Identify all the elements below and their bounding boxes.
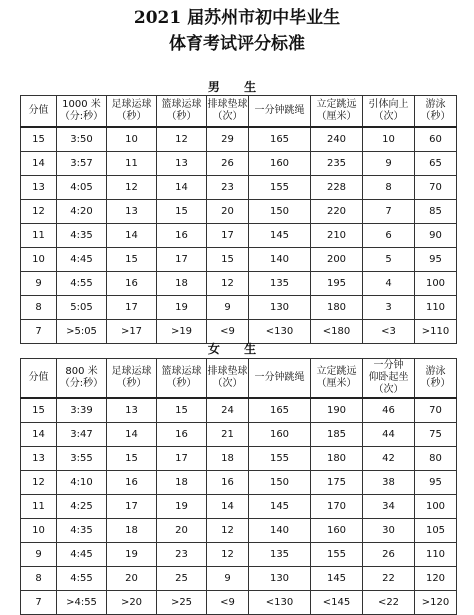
table-cell: 22 bbox=[363, 567, 415, 591]
table-cell: 4:55 bbox=[57, 272, 107, 296]
table-cell: 145 bbox=[311, 567, 363, 591]
table-cell: 5 bbox=[363, 248, 415, 272]
score-cell: 11 bbox=[21, 495, 57, 519]
table-cell: 12 bbox=[107, 176, 157, 200]
table-cell: 7 bbox=[363, 200, 415, 224]
column-header-line: （厘米） bbox=[316, 378, 357, 389]
column-header-line: 游泳 bbox=[425, 366, 446, 377]
table-cell: 19 bbox=[157, 495, 207, 519]
score-cell: 10 bbox=[21, 519, 57, 543]
column-header-line: （分:秒） bbox=[59, 111, 104, 122]
table-cell: 4 bbox=[363, 272, 415, 296]
column-header-line: （秒） bbox=[420, 111, 451, 122]
score-cell: 8 bbox=[21, 567, 57, 591]
table-row bbox=[21, 423, 457, 447]
table-cell: 3:57 bbox=[57, 152, 107, 176]
score-cell: 9 bbox=[21, 543, 57, 567]
table-row bbox=[21, 272, 457, 296]
table-row bbox=[21, 127, 457, 152]
table-cell: 155 bbox=[311, 543, 363, 567]
table-cell: 4:45 bbox=[57, 543, 107, 567]
table-cell: 4:25 bbox=[57, 495, 107, 519]
column-header-line: 一分钟 bbox=[373, 360, 404, 371]
table-cell: 180 bbox=[311, 296, 363, 320]
table-cell: <9 bbox=[207, 320, 249, 344]
table-cell: 29 bbox=[207, 127, 249, 152]
table-cell: 150 bbox=[249, 200, 311, 224]
boys-section-label: 男 生 bbox=[207, 80, 267, 94]
table-cell: 130 bbox=[249, 296, 311, 320]
column-header bbox=[57, 359, 107, 399]
table-cell: 228 bbox=[311, 176, 363, 200]
column-header-line: 1000 米 bbox=[62, 99, 101, 110]
column-header-line: 分值 bbox=[28, 105, 49, 116]
column-header-line: 立定跳远 bbox=[316, 366, 357, 377]
table-cell: 18 bbox=[207, 447, 249, 471]
table-row bbox=[21, 176, 457, 200]
table-cell: 3:55 bbox=[57, 447, 107, 471]
table-row bbox=[21, 248, 457, 272]
column-header bbox=[107, 96, 157, 128]
column-header bbox=[311, 96, 363, 128]
table-cell: 16 bbox=[157, 423, 207, 447]
table-cell: 18 bbox=[157, 471, 207, 495]
table-cell: 185 bbox=[311, 423, 363, 447]
table-cell: 19 bbox=[157, 296, 207, 320]
column-header bbox=[249, 359, 311, 399]
table-cell: 14 bbox=[107, 224, 157, 248]
column-header-line: 立定跳远 bbox=[316, 99, 357, 110]
column-header-line: （次） bbox=[212, 378, 243, 389]
table-cell: 15 bbox=[107, 248, 157, 272]
table-cell: 145 bbox=[249, 224, 311, 248]
table-cell: >20 bbox=[107, 591, 157, 615]
table-row bbox=[21, 519, 457, 543]
column-header-line: 引体向上 bbox=[368, 99, 409, 110]
table-cell: 12 bbox=[207, 272, 249, 296]
table-row bbox=[21, 224, 457, 248]
table-cell: <180 bbox=[311, 320, 363, 344]
column-header bbox=[21, 96, 57, 128]
table-cell: 95 bbox=[415, 248, 457, 272]
table-cell: 20 bbox=[157, 519, 207, 543]
table-cell: 13 bbox=[107, 200, 157, 224]
column-header-line: （秒） bbox=[166, 378, 197, 389]
table-cell: 240 bbox=[311, 127, 363, 152]
table-cell: 70 bbox=[415, 398, 457, 423]
table-cell: 4:45 bbox=[57, 248, 107, 272]
table-cell: 15 bbox=[157, 200, 207, 224]
table-cell: <130 bbox=[249, 591, 311, 615]
table-row bbox=[21, 447, 457, 471]
table-row bbox=[21, 591, 457, 615]
table-cell: 4:20 bbox=[57, 200, 107, 224]
table-cell: 20 bbox=[107, 567, 157, 591]
column-header bbox=[57, 96, 107, 128]
column-header-line: 800 米 bbox=[65, 366, 98, 377]
table-cell: 38 bbox=[363, 471, 415, 495]
table-cell: 3:47 bbox=[57, 423, 107, 447]
column-header-line: 足球运球 bbox=[111, 366, 152, 377]
column-header bbox=[249, 96, 311, 128]
column-header-line: （次） bbox=[212, 111, 243, 122]
table-cell: 6 bbox=[363, 224, 415, 248]
table-cell: 5:05 bbox=[57, 296, 107, 320]
column-header-line: 篮球运球 bbox=[161, 99, 202, 110]
table-cell: 10 bbox=[363, 127, 415, 152]
table-cell: 15 bbox=[207, 248, 249, 272]
table-cell: <130 bbox=[249, 320, 311, 344]
table-row bbox=[21, 398, 457, 423]
score-cell: 12 bbox=[21, 200, 57, 224]
table-cell: 15 bbox=[157, 398, 207, 423]
table-row bbox=[21, 543, 457, 567]
table-cell: 19 bbox=[107, 543, 157, 567]
table-cell: 155 bbox=[249, 447, 311, 471]
column-header-line: 仰卧起坐 bbox=[368, 372, 409, 383]
column-header-line: 足球运球 bbox=[111, 99, 152, 110]
table-cell: 65 bbox=[415, 152, 457, 176]
table-cell: 155 bbox=[249, 176, 311, 200]
column-header bbox=[363, 96, 415, 128]
table-cell: 14 bbox=[107, 423, 157, 447]
score-cell: 12 bbox=[21, 471, 57, 495]
table-cell: 175 bbox=[311, 471, 363, 495]
table-cell: 60 bbox=[415, 127, 457, 152]
table-cell: 13 bbox=[157, 152, 207, 176]
boys-header-row bbox=[21, 96, 457, 128]
column-header-line: （次） bbox=[373, 111, 404, 122]
column-header bbox=[21, 359, 57, 399]
table-cell: 120 bbox=[415, 567, 457, 591]
table-cell: 16 bbox=[107, 471, 157, 495]
table-cell: >19 bbox=[157, 320, 207, 344]
table-cell: 135 bbox=[249, 543, 311, 567]
table-cell: 13 bbox=[107, 398, 157, 423]
table-cell: 9 bbox=[207, 567, 249, 591]
table-cell: 4:10 bbox=[57, 471, 107, 495]
table-cell: 46 bbox=[363, 398, 415, 423]
girls-table-header bbox=[21, 359, 457, 399]
table-cell: 44 bbox=[363, 423, 415, 447]
table-cell: 160 bbox=[249, 152, 311, 176]
table-cell: 16 bbox=[107, 272, 157, 296]
table-cell: 18 bbox=[157, 272, 207, 296]
table-cell: 95 bbox=[415, 471, 457, 495]
girls-header-row bbox=[21, 359, 457, 399]
table-cell: 24 bbox=[207, 398, 249, 423]
table-cell: 195 bbox=[311, 272, 363, 296]
column-header bbox=[363, 359, 415, 399]
table-row bbox=[21, 495, 457, 519]
table-cell: 17 bbox=[107, 296, 157, 320]
score-cell: 10 bbox=[21, 248, 57, 272]
column-header bbox=[311, 359, 363, 399]
table-cell: 17 bbox=[107, 495, 157, 519]
score-cell: 7 bbox=[21, 591, 57, 615]
table-cell: >25 bbox=[157, 591, 207, 615]
table-row bbox=[21, 200, 457, 224]
column-header-line: 一分钟跳绳 bbox=[254, 105, 305, 116]
girls-score-table bbox=[20, 358, 457, 615]
table-cell: 3 bbox=[363, 296, 415, 320]
score-cell: 15 bbox=[21, 398, 57, 423]
table-cell: 25 bbox=[157, 567, 207, 591]
score-cell: 11 bbox=[21, 224, 57, 248]
column-header-line: 排球垫球 bbox=[207, 99, 248, 110]
table-cell: 9 bbox=[363, 152, 415, 176]
table-cell: 23 bbox=[207, 176, 249, 200]
table-cell: 3:39 bbox=[57, 398, 107, 423]
column-header-line: 排球垫球 bbox=[207, 366, 248, 377]
table-cell: 180 bbox=[311, 447, 363, 471]
column-header-line: （秒） bbox=[166, 111, 197, 122]
table-cell: 20 bbox=[207, 200, 249, 224]
table-cell: 90 bbox=[415, 224, 457, 248]
page-subtitle: 体育考试评分标准 bbox=[169, 34, 305, 54]
table-cell: >120 bbox=[415, 591, 457, 615]
table-cell: 140 bbox=[249, 519, 311, 543]
table-cell: 34 bbox=[363, 495, 415, 519]
column-header bbox=[207, 96, 249, 128]
table-cell: 80 bbox=[415, 447, 457, 471]
table-cell: 8 bbox=[363, 176, 415, 200]
column-header-line: （分:秒） bbox=[59, 378, 104, 389]
table-cell: 75 bbox=[415, 423, 457, 447]
column-header bbox=[207, 359, 249, 399]
table-cell: >5:05 bbox=[57, 320, 107, 344]
column-header-line: （厘米） bbox=[316, 111, 357, 122]
table-cell: 3:50 bbox=[57, 127, 107, 152]
table-cell: 140 bbox=[249, 248, 311, 272]
page-title: 2021 届苏州市初中毕业生 bbox=[133, 8, 341, 28]
table-cell: 160 bbox=[311, 519, 363, 543]
girls-table-body bbox=[21, 398, 457, 615]
table-cell: 12 bbox=[207, 543, 249, 567]
score-cell: 8 bbox=[21, 296, 57, 320]
table-cell: 10 bbox=[107, 127, 157, 152]
boys-table-header bbox=[21, 96, 457, 128]
table-cell: 17 bbox=[157, 248, 207, 272]
table-cell: 190 bbox=[311, 398, 363, 423]
table-cell: <9 bbox=[207, 591, 249, 615]
table-cell: 17 bbox=[157, 447, 207, 471]
table-cell: <3 bbox=[363, 320, 415, 344]
table-row bbox=[21, 471, 457, 495]
score-cell: 13 bbox=[21, 176, 57, 200]
column-header bbox=[415, 96, 457, 128]
table-cell: 85 bbox=[415, 200, 457, 224]
score-cell: 14 bbox=[21, 423, 57, 447]
column-header-line: （次） bbox=[373, 384, 404, 395]
table-cell: 150 bbox=[249, 471, 311, 495]
table-cell: 135 bbox=[249, 272, 311, 296]
table-cell: 165 bbox=[249, 398, 311, 423]
table-cell: 145 bbox=[249, 495, 311, 519]
score-cell: 7 bbox=[21, 320, 57, 344]
column-header-line: 游泳 bbox=[425, 99, 446, 110]
table-cell: 210 bbox=[311, 224, 363, 248]
table-cell: 12 bbox=[207, 519, 249, 543]
table-cell: 130 bbox=[249, 567, 311, 591]
score-cell: 9 bbox=[21, 272, 57, 296]
column-header-line: 分值 bbox=[28, 372, 49, 383]
table-cell: >4:55 bbox=[57, 591, 107, 615]
score-cell: 15 bbox=[21, 127, 57, 152]
table-cell: 16 bbox=[157, 224, 207, 248]
table-cell: 12 bbox=[157, 127, 207, 152]
boys-table-body bbox=[21, 127, 457, 344]
table-cell: 100 bbox=[415, 272, 457, 296]
table-cell: 15 bbox=[107, 447, 157, 471]
table-cell: 4:35 bbox=[57, 519, 107, 543]
table-cell: 4:05 bbox=[57, 176, 107, 200]
table-cell: 4:55 bbox=[57, 567, 107, 591]
table-cell: 70 bbox=[415, 176, 457, 200]
table-cell: 160 bbox=[249, 423, 311, 447]
column-header bbox=[157, 96, 207, 128]
table-cell: <145 bbox=[311, 591, 363, 615]
column-header-line: 一分钟跳绳 bbox=[254, 372, 305, 383]
table-cell: 110 bbox=[415, 296, 457, 320]
column-header bbox=[107, 359, 157, 399]
column-header-line: （秒） bbox=[420, 378, 451, 389]
table-cell: >110 bbox=[415, 320, 457, 344]
table-cell: 42 bbox=[363, 447, 415, 471]
table-cell: 170 bbox=[311, 495, 363, 519]
table-cell: 4:35 bbox=[57, 224, 107, 248]
table-cell: 18 bbox=[107, 519, 157, 543]
column-header bbox=[415, 359, 457, 399]
boys-score-table bbox=[20, 95, 457, 344]
table-cell: 16 bbox=[207, 471, 249, 495]
table-cell: <22 bbox=[363, 591, 415, 615]
table-cell: 30 bbox=[363, 519, 415, 543]
table-cell: 26 bbox=[207, 152, 249, 176]
column-header-line: （秒） bbox=[116, 111, 147, 122]
table-cell: 11 bbox=[107, 152, 157, 176]
table-cell: >17 bbox=[107, 320, 157, 344]
table-cell: 100 bbox=[415, 495, 457, 519]
table-cell: 220 bbox=[311, 200, 363, 224]
column-header-line: （秒） bbox=[116, 378, 147, 389]
table-row bbox=[21, 567, 457, 591]
table-cell: 9 bbox=[207, 296, 249, 320]
score-cell: 14 bbox=[21, 152, 57, 176]
table-row bbox=[21, 296, 457, 320]
table-cell: 23 bbox=[157, 543, 207, 567]
table-cell: 200 bbox=[311, 248, 363, 272]
table-cell: 165 bbox=[249, 127, 311, 152]
score-cell: 13 bbox=[21, 447, 57, 471]
table-cell: 26 bbox=[363, 543, 415, 567]
column-header bbox=[157, 359, 207, 399]
table-row bbox=[21, 152, 457, 176]
table-cell: 14 bbox=[157, 176, 207, 200]
table-cell: 17 bbox=[207, 224, 249, 248]
table-cell: 235 bbox=[311, 152, 363, 176]
table-cell: 105 bbox=[415, 519, 457, 543]
table-cell: 14 bbox=[207, 495, 249, 519]
column-header-line: 篮球运球 bbox=[161, 366, 202, 377]
table-cell: 21 bbox=[207, 423, 249, 447]
table-cell: 110 bbox=[415, 543, 457, 567]
girls-section-label: 女 生 bbox=[207, 342, 267, 356]
